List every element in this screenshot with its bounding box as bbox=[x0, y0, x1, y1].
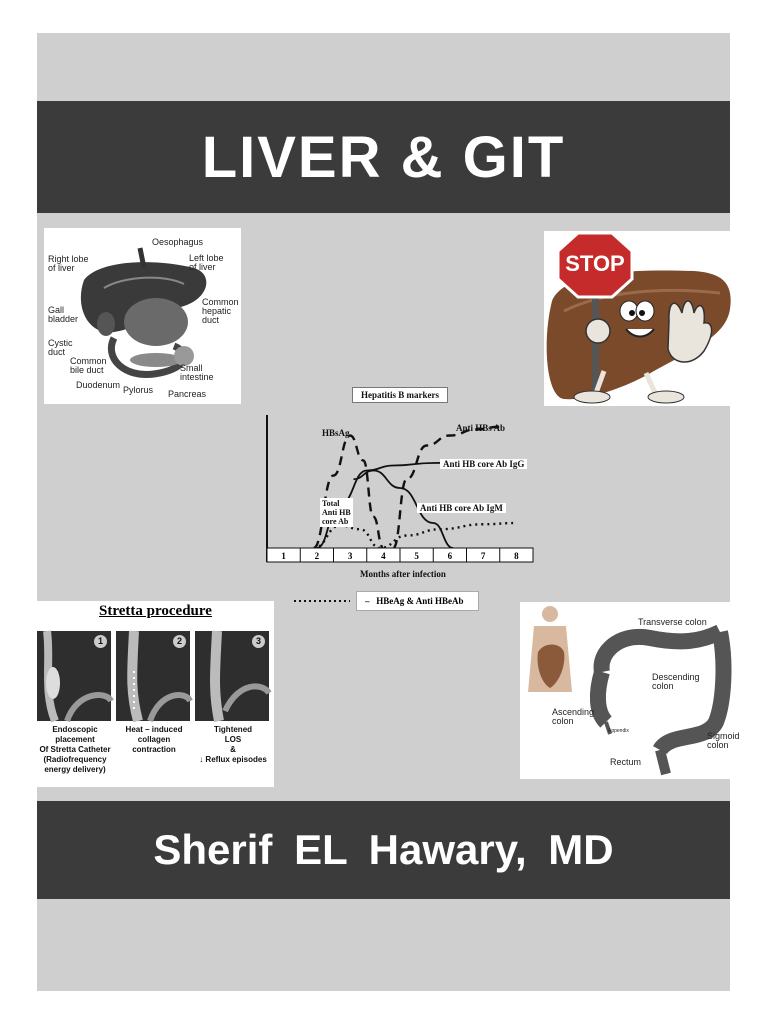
liver-stop-panel bbox=[544, 231, 730, 406]
stretta-step-1-num: 1 bbox=[94, 635, 107, 648]
book-title: LIVER & GIT bbox=[201, 124, 566, 190]
colon-panel bbox=[520, 602, 740, 779]
stretta-step-3-num: 3 bbox=[252, 635, 265, 648]
stretta-panel bbox=[37, 601, 274, 787]
stretta-title: Stretta procedure bbox=[99, 603, 212, 619]
stretta-step-3-image bbox=[195, 631, 269, 721]
chart-legend bbox=[294, 592, 479, 610]
legend-text: HBeAg & Anti HBeAb bbox=[376, 596, 464, 606]
liver-anatomy-panel bbox=[44, 228, 241, 404]
title-band bbox=[37, 101, 730, 213]
chart-title: Hepatitis B markers bbox=[352, 387, 448, 403]
label-common-hepatic-duct: Common hepatic duct bbox=[202, 297, 239, 325]
label-descending-colon: Descending colon bbox=[652, 672, 700, 691]
label-cystic-duct: Cystic duct bbox=[48, 338, 73, 357]
series-line-1 bbox=[314, 436, 384, 549]
chart-xlabel: Months after infection bbox=[360, 569, 446, 579]
label-appendix: Appendix bbox=[608, 728, 629, 734]
label-duodenum: Duodenum bbox=[76, 380, 121, 390]
label-igg: Anti HB core Ab IgG bbox=[440, 459, 527, 469]
label-sigmoid-colon: Sigmoid colon bbox=[707, 731, 740, 750]
tick-label: 1 bbox=[281, 551, 286, 561]
label-common-bile-duct: Common bile duct bbox=[70, 356, 107, 375]
stretta-step-2-num: 2 bbox=[173, 635, 186, 648]
label-total-core-ab: Total Anti HB core Ab bbox=[322, 499, 351, 526]
tick-label: 6 bbox=[447, 551, 453, 561]
stretta-step-1-image bbox=[37, 631, 111, 721]
legend-dotted-line bbox=[294, 598, 350, 604]
label-igm: Anti HB core Ab IgM bbox=[417, 503, 506, 513]
label-right-lobe: Right lobe of liver bbox=[48, 254, 89, 273]
label-oesophagus: Oesophagus bbox=[152, 237, 204, 247]
label-rectum: Rectum bbox=[610, 757, 642, 767]
label-left-lobe: Left lobe of liver bbox=[189, 253, 224, 272]
label-pylorus: Pylorus bbox=[123, 385, 154, 395]
label-anti-hbs: Anti HBs Ab bbox=[456, 423, 506, 433]
label-hbsag: HBsAg bbox=[322, 428, 350, 438]
label-small-intestine: Small intestine bbox=[180, 363, 214, 382]
stop-sign-text: STOP bbox=[565, 251, 625, 276]
legend-box: – HBeAg & Anti HBeAb bbox=[356, 591, 479, 611]
tick-label: 7 bbox=[480, 551, 486, 561]
stretta-step-1-caption: Endoscopic placement Of Stretta Catheter (Radiofrequency energy delivery) bbox=[39, 725, 111, 774]
stretta-step-3-caption: Tightened LOS & ↓ Reflux episodes bbox=[199, 725, 267, 764]
stretta-step-2-caption: Heat – induced collagen contraction bbox=[125, 725, 183, 754]
label-pancreas: Pancreas bbox=[168, 389, 207, 399]
author-band bbox=[37, 801, 730, 899]
tick-label: 5 bbox=[414, 551, 419, 561]
stretta-step-2-image bbox=[116, 631, 190, 721]
author-name: Sherif EL Hawary, MD bbox=[153, 826, 614, 873]
label-gall-bladder: Gall bladder bbox=[48, 305, 79, 324]
tick-label: 8 bbox=[514, 551, 519, 561]
tick-label: 4 bbox=[381, 551, 386, 561]
label-transverse-colon: Transverse colon bbox=[638, 617, 707, 627]
label-ascending-colon: Ascending colon bbox=[552, 707, 595, 726]
tick-label: 2 bbox=[314, 551, 320, 561]
tick-label: 3 bbox=[347, 551, 353, 561]
